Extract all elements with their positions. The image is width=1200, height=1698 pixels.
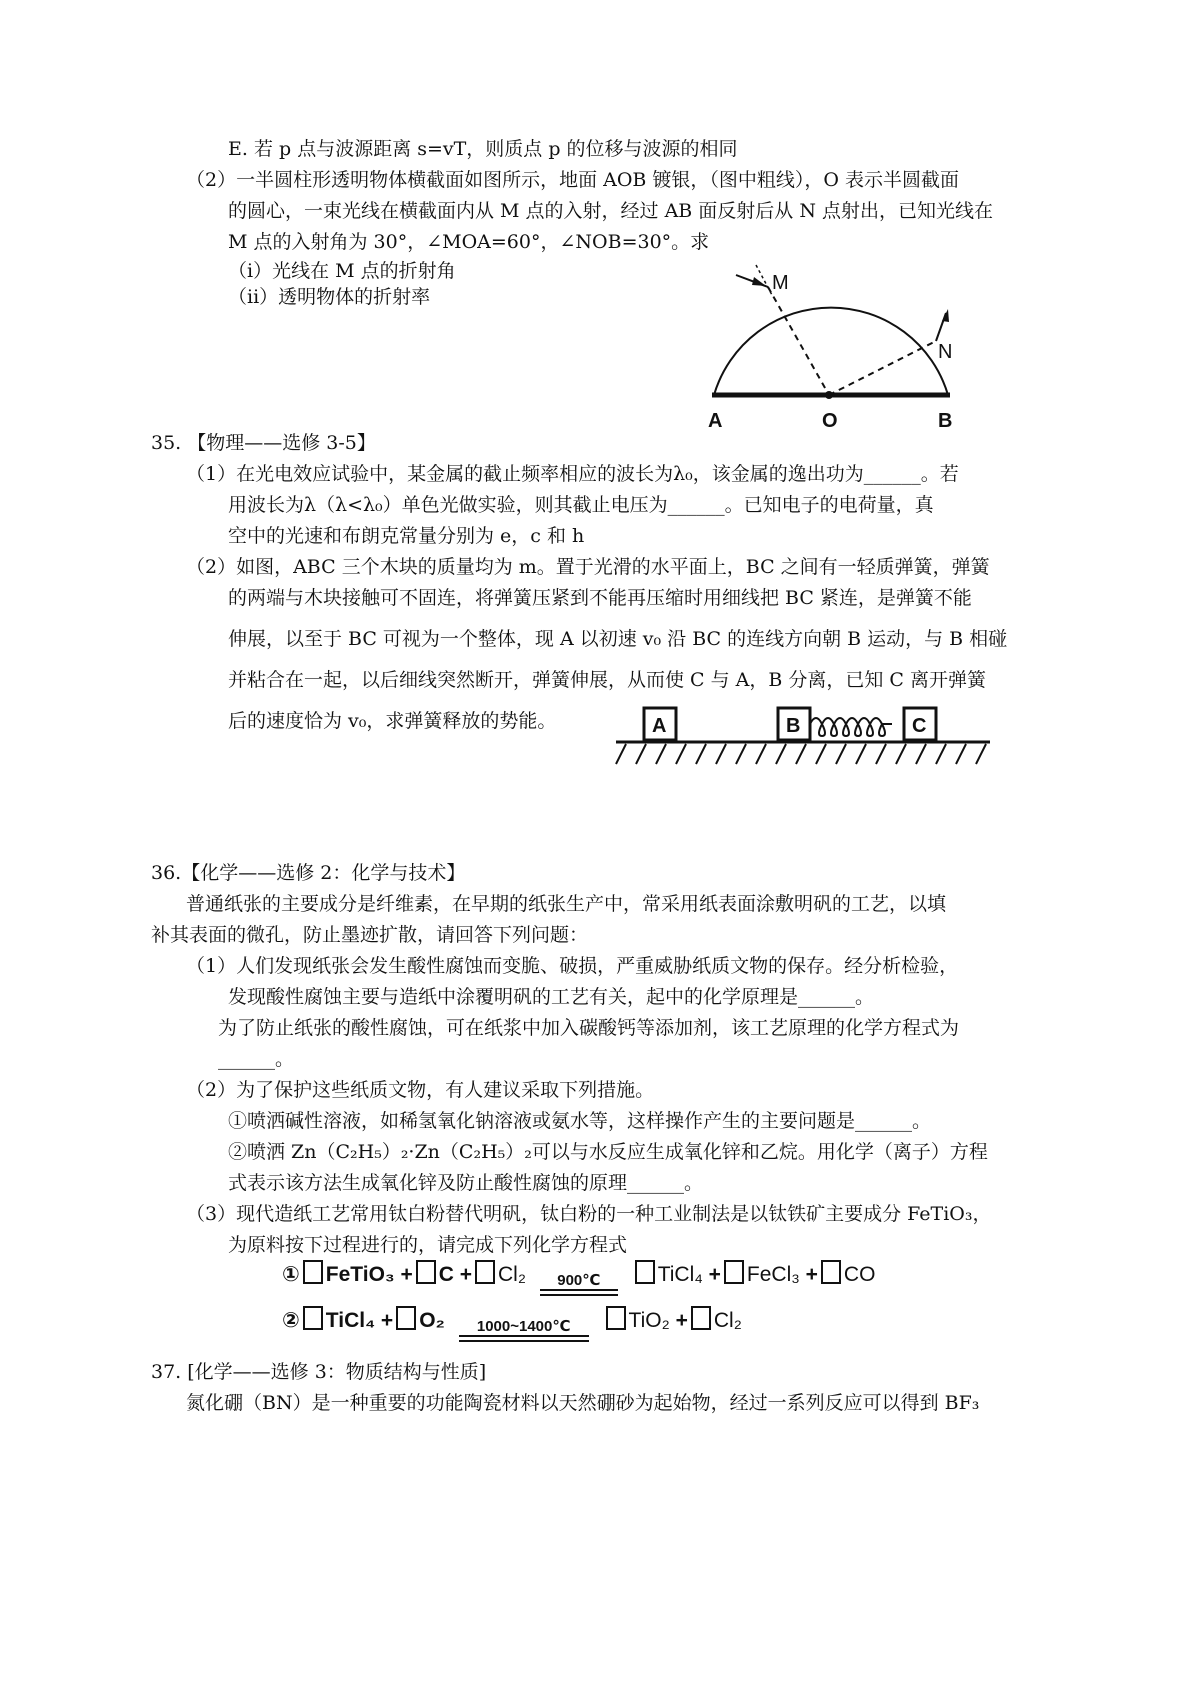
q34-sub-ii: （ii）透明物体的折射率 (228, 286, 431, 308)
q34-part2-line1: （2）一半圆柱形透明物体横截面如图所示，地面 AOB 镀银，（图中粗线），O 表示半圆截面 (186, 169, 960, 191)
q35-part1-line1: （1）在光电效应试验中，某金属的截止频率相应的波长为λ₀，该金属的逸出功为______。若 (186, 463, 959, 485)
eq2-coef-box[interactable] (396, 1306, 416, 1330)
q34-part2-line3: M 点的入射角为 30°，∠MOA=60°，∠NOB=30°。求 (228, 231, 710, 253)
eq1-condition: 900℃ (540, 1273, 618, 1296)
eq1-coef-box[interactable] (475, 1260, 495, 1284)
q34-sub-i: （i）光线在 M 点的折射角 (228, 260, 456, 282)
exit-arrow-icon (942, 309, 949, 322)
eq2-p1: TiO₂ (628, 1309, 670, 1332)
eq2-coef-box[interactable] (606, 1306, 626, 1330)
ground-hatching (616, 744, 986, 764)
label-n: N (938, 341, 953, 363)
q36-header: 36.【化学——选修 2：化学与技术】 (151, 862, 466, 884)
q36-part2-line4: 式表示该方法生成氧化锌及防止酸性腐蚀的原理______。 (228, 1172, 704, 1194)
semicircle-figure (696, 255, 980, 435)
block-a-label: A (652, 715, 667, 737)
equation-1: ① FeTiO₃ + C + Cl₂ 900℃ TiCl₄ + FeCl₃ + CO (282, 1260, 875, 1296)
eq2-coef-box[interactable] (303, 1306, 323, 1330)
q35-part1-line3: 空中的光速和布朗克常量分别为 e，c 和 h (228, 525, 585, 547)
eq2-coef-box[interactable] (691, 1306, 711, 1330)
q35-part2-line3: 伸展，以至于 BC 可视为一个整体，现 A 以初速 v₀ 沿 BC 的连线方向朝 B 运动，与 B 相碰 (228, 628, 1008, 650)
q37-header: 37. [化学——选修 3：物质结构与性质] (151, 1361, 487, 1383)
eq1-r2: C (438, 1263, 454, 1286)
q36-part3-line2: 为原料按下过程进行的，请完成下列化学方程式 (228, 1234, 628, 1256)
eq1-number: ① (282, 1263, 300, 1286)
q36-part2-line2: ①喷洒碱性溶液，如稀氢氧化钠溶液或氨水等，这样操作产生的主要问题是______。 (228, 1110, 932, 1132)
label-o: O (822, 410, 838, 432)
q35-part2-line2: 的两端与木块接触可不固连，将弹簧压紧到不能再压缩时用细线把 BC 紧连，是弹簧不能 (228, 587, 972, 609)
eq1-p1: TiCl₄ (657, 1263, 703, 1286)
q36-part1-line2: 发现酸性腐蚀主要与造纸中涂覆明矾的工艺有关，起中的化学原理是______。 (228, 986, 875, 1008)
q36-intro-line2: 补其表面的微孔，防止墨迹扩散，请回答下列问题： (151, 924, 589, 946)
eq2-r1: TiCl₄ (325, 1309, 376, 1332)
equation-2: ② TiCl₄ + O₂ 1000~1400℃ TiO₂ + Cl₂ (282, 1306, 742, 1342)
eq1-coef-box[interactable] (303, 1260, 323, 1284)
q34-option-e: E. 若 p 点与波源距离 s=vT，则质点 p 的位移与波源的相同 (228, 138, 738, 160)
eq1-coef-box[interactable] (416, 1260, 436, 1284)
block-b-label: B (786, 715, 801, 737)
q36-part1-line3: 为了防止纸张的酸性腐蚀，可在纸浆中加入碳酸钙等添加剂，该工艺原理的化学方程式为 (218, 1017, 960, 1039)
eq2-p2: Cl₂ (713, 1309, 742, 1332)
q35-header: 35. 【物理——选修 3-5】 (151, 432, 376, 454)
block-c-label: C (912, 715, 927, 737)
label-b: B (938, 410, 953, 432)
eq1-coef-box[interactable] (821, 1260, 841, 1284)
q35-part1-line2: 用波长为λ（λ<λ₀）单色光做实验，则其截止电压为______。已知电子的电荷量，真 (228, 494, 934, 516)
spring (810, 718, 892, 736)
incident-arrow-icon (752, 277, 766, 286)
eq2-number: ② (282, 1309, 300, 1332)
ray-m-to-o (768, 287, 829, 395)
q36-part3-line1: （3）现代造纸工艺常用钛白粉替代明矾，钛白粉的一种工业制法是以钛铁矿主要成分 FeTiO₃， (186, 1203, 992, 1225)
eq1-r1: FeTiO₃ (325, 1263, 395, 1286)
blocks-spring-figure (612, 700, 992, 770)
q36-part2-line1: （2）为了保护这些纸质文物，有人建议采取下列措施。 (186, 1079, 655, 1101)
q35-part2-line4: 并粘合在一起，以后细线突然断开，弹簧伸展，从而使 C 与 A，B 分离，已知 C 离开弹簧 (228, 669, 986, 691)
eq1-coef-box[interactable] (635, 1260, 655, 1284)
q36-intro-line1: 普通纸张的主要成分是纤维素，在早期的纸张生产中，常采用纸表面涂敷明矾的工艺，以填 (186, 893, 947, 915)
eq1-r3: Cl₂ (498, 1263, 526, 1286)
eq2-condition: 1000~1400℃ (459, 1319, 589, 1342)
semicircle-arc (714, 308, 948, 395)
q36-part2-line3: ②喷洒 Zn（C₂H₅）₂·Zn（C₂H₅）₂可以与水反应生成氧化锌和乙烷。用化学（离子）方程 (228, 1141, 988, 1163)
q36-part1-line1: （1）人们发现纸张会发生酸性腐蚀而变脆、破损，严重威胁纸质文物的保存。经分析检验， (186, 955, 959, 977)
q35-part2-line1: （2）如图，ABC 三个木块的质量均为 m。置于光滑的水平面上，BC 之间有一轻质弹簧，弹簧 (186, 556, 990, 578)
ray-o-to-n (829, 341, 936, 395)
q35-part2-line5: 后的速度恰为 v₀，求弹簧释放的势能。 (228, 710, 557, 732)
q37-intro-line1: 氮化硼（BN）是一种重要的功能陶瓷材料以天然硼砂为起始物，经过一系列反应可以得到 BF₃ (186, 1392, 980, 1414)
q34-part2-line2: 的圆心，一束光线在横截面内从 M 点的入射，经过 AB 面反射后从 N 点射出，已知光线在 (228, 200, 994, 222)
label-m: M (772, 272, 789, 294)
q36-part1-line4: ______。 (218, 1048, 295, 1070)
label-a: A (708, 410, 723, 432)
eq2-r2: O₂ (419, 1309, 445, 1332)
eq1-p3: CO (843, 1263, 876, 1286)
eq1-p2: FeCl₃ (746, 1263, 800, 1286)
eq1-coef-box[interactable] (724, 1260, 744, 1284)
